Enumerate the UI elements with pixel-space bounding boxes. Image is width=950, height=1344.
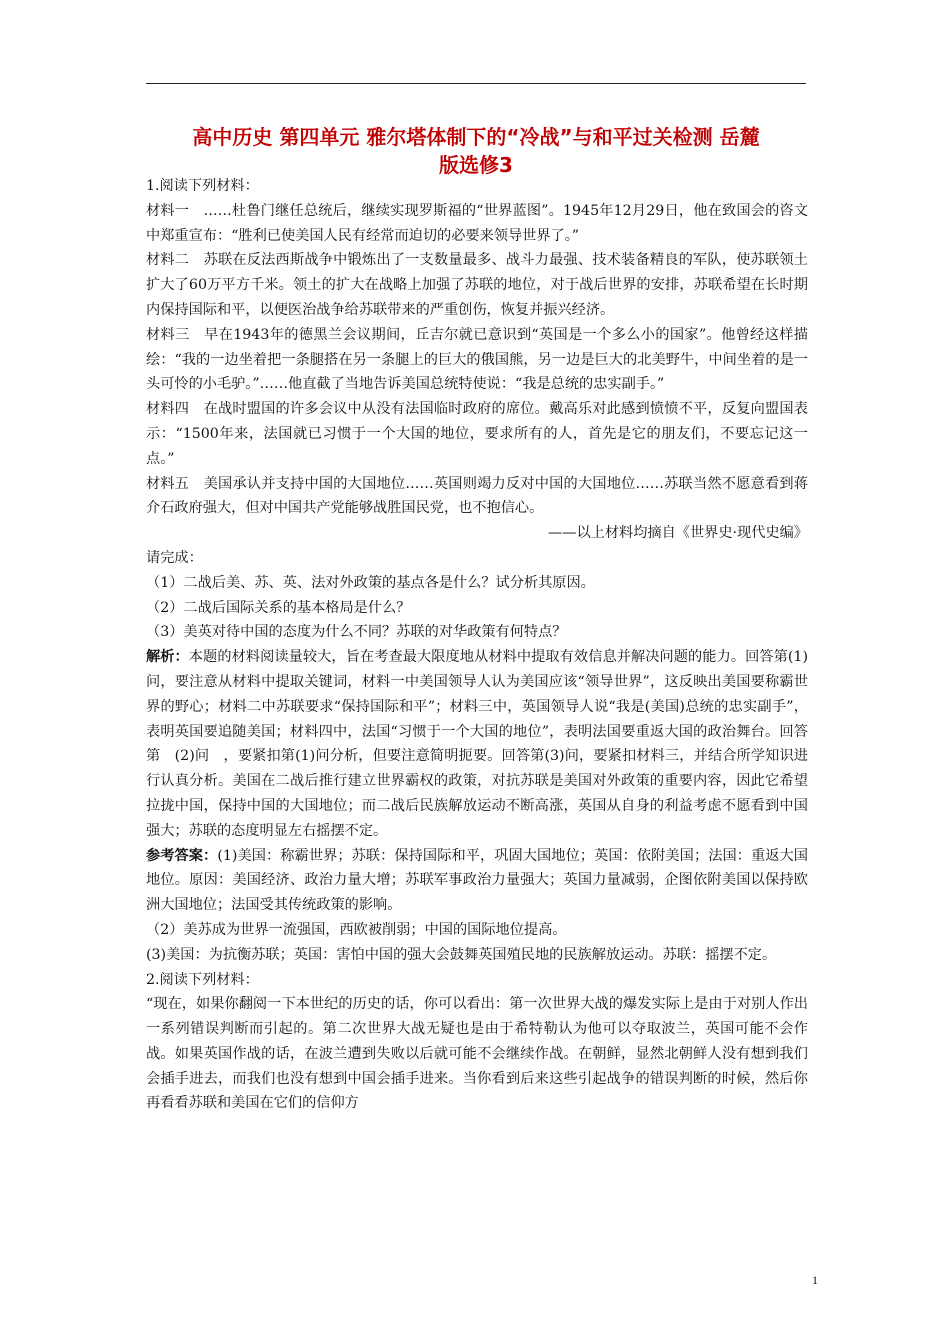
answer-label: 参考答案： xyxy=(146,847,218,864)
header-rule xyxy=(146,83,806,84)
page-number: 1 xyxy=(812,1273,818,1287)
answer-1 xyxy=(146,844,808,918)
question-2-heading: 2.阅读下列材料： xyxy=(146,971,259,988)
material-source: ——以上材料均摘自《世界史·现代史编》 xyxy=(548,525,808,542)
sub-question-2: （2）二战后国际关系的基本格局是什么？ xyxy=(146,599,411,616)
sub-question-1: （1）二战后美、苏、英、法对外政策的基点各是什么？试分析其原因。 xyxy=(146,574,595,591)
material-2: 材料二 苏联在反法西斯战争中锻炼出了一支数量最多、战斗力最强、技术装备精良的军队，使苏联领土扩大了60万平方千米。领土的扩大在战略上加强了苏联的地位，对于战后世界的安排，苏联希望在长时期内保持国际和平，以便医治战争给苏联带来的严重创伤，恢复并振兴经济。 xyxy=(146,252,808,318)
title-line-1: 高中历史 第四单元 雅尔塔体制下的“冷战”与和平过关检测 岳麓 xyxy=(192,125,760,149)
page-title xyxy=(140,123,812,179)
sub-question-3: （3）美英对待中国的态度为什么不同？苏联的对华政策有何特点？ xyxy=(146,624,567,641)
material-4: 材料四 在战时盟国的许多会议中从没有法国临时政府的席位。戴高乐对此感到愤愤不平，反复向盟国表示：“1500年来，法国就已习惯于一个大国的地位，要求所有的人，首先是它的朋友们，不要忘记这一点。” xyxy=(146,401,808,467)
title-line-2: 版选修3 xyxy=(439,153,513,177)
prompt: 请完成： xyxy=(146,549,203,566)
answer-2: （2）美苏成为世界一流强国，西欧被削弱；中国的国际地位提高。 xyxy=(146,921,567,938)
question-2-passage: “现在，如果你翻阅一下本世纪的历史的话，你可以看出：第一次世界大战的爆发实际上是由于对别人作出一系列错误判断而引起的。第二次世界大战无疑也是由于希特勒认为他可以夺取波兰，英国可能不会作战。如果英国作战的话，在波兰遭到失败以后就可能不会继续作战。在朝鲜，显然北朝鲜人没有想到我们会插手进去，而我们也没有想到中国会插手进来。当你看到后来这些引起战争的错误判断的时候，然后你再看看苏联和美国在它们的信仰方 xyxy=(146,996,808,1112)
answer-3: (3)美国：为抗衡苏联；英国：害怕中国的强大会鼓舞英国殖民地的民族解放运动。苏联：摇摆不定。 xyxy=(146,946,777,963)
material-1: 材料一 ……杜鲁门继任总统后，继续实现罗斯福的“世界蓝图”。1945年12月29日，他在致国会的咨文中郑重宣布：“胜利已使美国人民有经常而迫切的必要来领导世界了。” xyxy=(146,202,808,244)
answer-1-text: (1)美国：称霸世界；苏联：保持国际和平，巩固大国地位；英国：依附美国；法国：重返大国地位。原因：美国经济、政治力量大增；苏联军事政治力量强大；英国力量减弱，企图依附美国以保持欧洲大国地位；法国受其传统政策的影响。 xyxy=(146,847,808,914)
analysis xyxy=(146,645,808,843)
material-5: 材料五 美国承认并支持中国的大国地位……英国则竭力反对中国的大国地位……苏联当然不愿意看到蒋介石政府强大，但对中国共产党能够战胜国民党，也不抱信心。 xyxy=(146,475,808,517)
question-1-heading: 1.阅读下列材料： xyxy=(146,178,259,194)
material-3: 材料三 早在1943年的德黑兰会议期间，丘吉尔就已意识到“英国是一个多么小的国家”。他曾经这样描绘：“我的一边坐着把一条腿搭在另一条腿上的巨大的俄国熊，另一边是巨大的北美野牛，中间坐着的是一头可怜的小毛驴。”……他直截了当地告诉美国总统特使说：“我是总统的忠实副手。” xyxy=(146,326,808,393)
analysis-text: 本题的材料阅读量较大，旨在考查最大限度地从材料中提取有效信息并解决问题的能力。回答第(1)问，要注意从材料中提取关键词，材料一中美国领导人认为美国应该“领导世界”，这反映出美国要称霸世界的野心；材料二中苏联要求“保持国际和平”；材料三中，英国领导人说“我是(美国)总统的忠实副手”，表明英国要追随美国；材料四中，法国“习惯于一个大国的地位”，表明法国要重返大国的政治舞台。回答第 (2)问 ，要紧扣第(1)问分析，但要注意简明扼要。回答第(3)问，要紧扣材料三，并结合所学知识进行认真分析。美国在二战后推行建立世界霸权的政策，对抗苏联是美国对外政策的重要内容，因此它希望拉拢中国，保持中国的大国地位；而二战后民族解放运动不断高涨，英国从自身的利益考虑不愿看到中国强大；苏联的态度明显左右摇摆不定。 xyxy=(146,649,808,839)
analysis-label: 解析： xyxy=(146,649,189,666)
document-body xyxy=(146,174,808,1116)
